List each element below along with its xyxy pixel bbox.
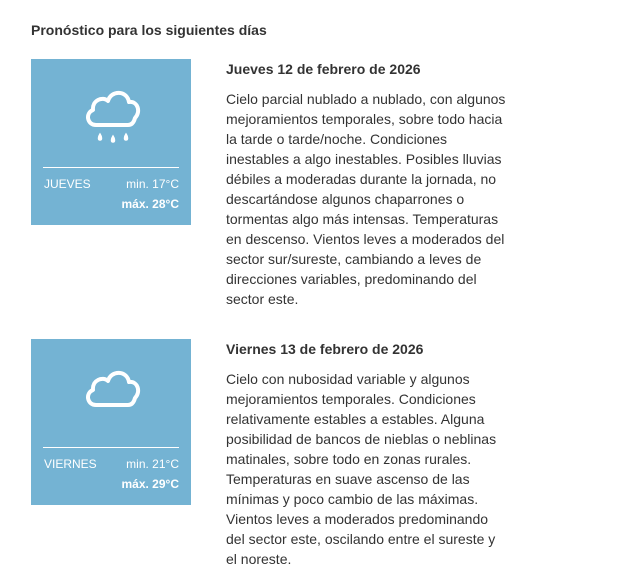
tile-divider: [43, 167, 179, 168]
min-temperature: min. 17°C: [126, 177, 179, 191]
forecast-date: Viernes 13 de febrero de 2026: [226, 341, 424, 357]
day-name: VIERNES: [44, 457, 97, 471]
weather-tile: [31, 339, 191, 505]
tile-divider: [43, 447, 179, 448]
cloud-icon: [82, 361, 142, 431]
max-temperature: máx. 29°C: [121, 477, 179, 491]
day-name: JUEVES: [44, 177, 91, 191]
forecast-description-block: [226, 59, 506, 309]
section-title: Pronóstico para los siguientes días: [31, 22, 267, 38]
rain-cloud-icon: [82, 81, 142, 151]
min-temperature: min. 21°C: [126, 457, 179, 471]
forecast-description-block: [226, 339, 506, 569]
forecast-text: Cielo parcial nublado a nublado, con algunos mejoramientos temporales, sobre todo hacia la tarde o tarde/noche. Condiciones inestables a algo inestables. Posibles lluvias débiles a moderadas durante la jornada, no descartándose algunos chaparrones o tormentas algo más intensas. Temperaturas en descenso. Vientos leves a moderados del sector sur/sureste, cambiando a leves de direcciones variables, predominando del sector este.: [226, 91, 506, 307]
weather-tile: [31, 59, 191, 225]
max-temperature: máx. 28°C: [121, 197, 179, 211]
forecast-date: Jueves 12 de febrero de 2026: [226, 61, 421, 77]
forecast-text: Cielo con nubosidad variable y algunos mejoramientos temporales. Condiciones relativamente estables a estables. Alguna posibilidad de bancos de nieblas o neblinas matinales, sobre todo en zonas rurales. Temperaturas en suave ascenso de las mínimas y poco cambio de las máximas. Vientos leves a moderados predominando del sector este, oscilando entre el sureste y el noreste.: [226, 371, 497, 567]
